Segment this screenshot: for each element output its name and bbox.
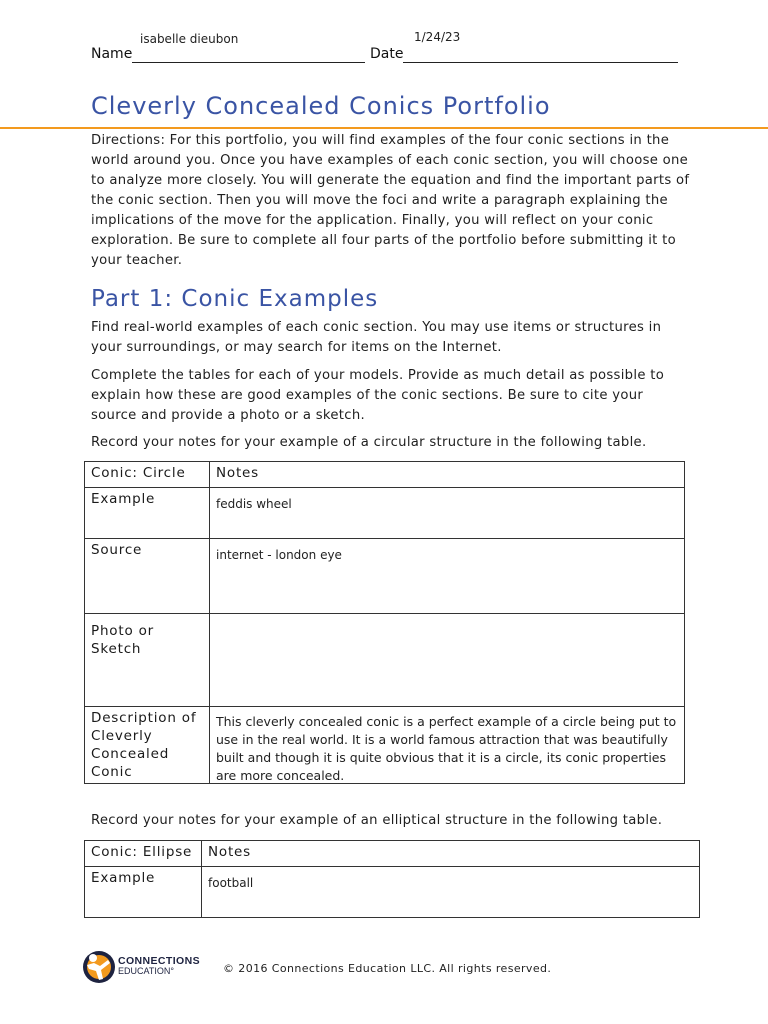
circle-description-label: Description of Cleverly Concealed Conic	[85, 707, 210, 784]
circle-example-label: Example	[85, 488, 210, 539]
part1-heading: Part 1: Conic Examples	[91, 286, 379, 312]
table-header-row	[85, 462, 685, 488]
circle-source-cell[interactable]	[210, 539, 685, 614]
logo-line-2: EDUCATION°	[118, 966, 174, 976]
date-value: 1/24/23	[414, 30, 461, 44]
table-row	[85, 707, 685, 784]
name-value: isabelle dieubon	[140, 32, 239, 46]
ellipse-col-conic: Conic: Ellipse	[85, 841, 202, 867]
ellipse-example-cell[interactable]	[202, 867, 700, 918]
name-label: Name	[91, 46, 133, 62]
circle-notes-table	[84, 461, 685, 784]
circle-photo-label: Photo or Sketch	[85, 614, 210, 707]
copyright-text: © 2016 Connections Education LLC. All rights reserved.	[223, 962, 552, 975]
part1-paragraph-1: Find real-world examples of each conic section. You may use items or structures in your surroundings, or may search for items on the Internet.	[91, 320, 662, 355]
directions-paragraph: Directions: For this portfolio, you will find examples of the four conic sections in the world around you. Once you have examples of each conic section, you will choose one to analyze more closely. You will generate the equation and find the important parts of the conic section. Then you will move the foci and write a paragraph explaining the implications of the move for the application. Finally, you will reflect on your conic exploration. Be sure to complete all four parts of the portfolio before submitting it to your teacher.	[91, 133, 690, 268]
table-row	[85, 614, 685, 707]
circle-example-cell[interactable]	[210, 488, 685, 539]
ellipse-notes-table	[84, 840, 700, 918]
table-row	[85, 539, 685, 614]
circle-table-intro: Record your notes for your example of a circular structure in the following table.	[91, 435, 647, 450]
date-label: Date	[370, 46, 404, 62]
circle-photo-cell[interactable]	[210, 614, 685, 707]
circle-col-notes: Notes	[210, 462, 685, 488]
connections-logo-icon	[80, 946, 118, 986]
ellipse-col-notes: Notes	[202, 841, 700, 867]
ellipse-table-intro: Record your notes for your example of an elliptical structure in the following table.	[91, 813, 663, 828]
circle-col-conic: Conic: Circle	[85, 462, 210, 488]
date-underline	[403, 61, 678, 63]
part1-paragraph-2: Complete the tables for each of your models. Provide as much detail as possible to explain how these are good examples of the conic sections. Be sure to cite your source and provide a photo or a sketch.	[91, 368, 665, 423]
circle-source-value: internet - london eye	[216, 548, 342, 562]
circle-photo-value	[216, 614, 678, 621]
circle-example-value: feddis wheel	[216, 497, 292, 511]
ellipse-example-label: Example	[85, 867, 202, 918]
table-row	[85, 867, 700, 918]
title-divider	[0, 127, 768, 129]
ellipse-example-value: football	[208, 876, 254, 890]
table-header-row	[85, 841, 700, 867]
logo-line-1: CONNECTIONS	[118, 955, 200, 967]
table-row	[85, 488, 685, 539]
circle-description-value: This cleverly concealed conic is a perfect example of a circle being put to use in the real world. It is a world famous attraction that was beautifully built and though it is quite obvious that it is a circle, its conic properties are more concealed.	[216, 714, 677, 783]
circle-source-label: Source	[85, 539, 210, 614]
connections-logo-text	[118, 956, 200, 976]
name-underline	[132, 61, 365, 63]
page-title: Cleverly Concealed Conics Portfolio	[91, 92, 551, 120]
circle-description-cell[interactable]	[210, 707, 685, 784]
